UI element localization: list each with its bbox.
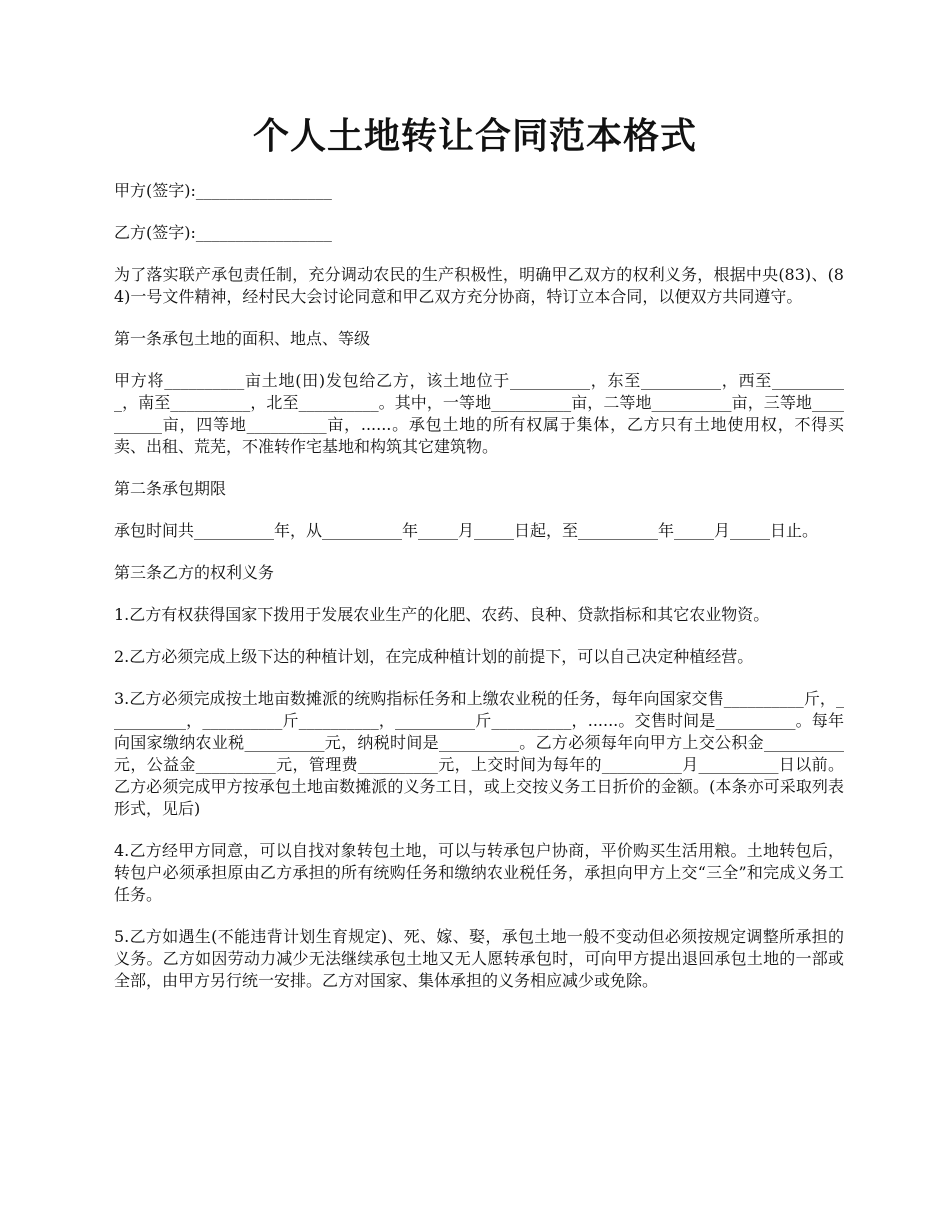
article-1-body: 甲方将__________亩土地(田)发包给乙方，该土地位于__________，东至__________，西至__________，南至__________，北至__________。其中，一等地__________亩，二等地__________亩，三等地__________亩，四等地__________亩，......。承包土地的所有权属于集体，乙方只有土地使用权，不得买卖、出租、荒芜，不准转作宅基地和构筑其它建筑物。 bbox=[114, 371, 844, 456]
article-2-body: 承包时间共__________年，从__________年_____月_____日起，至__________年_____月_____日止。 bbox=[114, 521, 819, 540]
party-b-signature-line: 乙方(签字):_________________ bbox=[114, 223, 332, 242]
clause-4: 4.乙方经甲方同意，可以自找对象转包土地，可以与转承包户协商，平价购买生活用粮。土地转包后，转包户必须承担原由乙方承担的所有统购任务和缴纳农业税任务，承担向甲方上交“三全”和完成义务工任务。 bbox=[114, 841, 844, 904]
clause-3: 3.乙方必须完成按土地亩数摊派的统购指标任务和上缴农业税的任务，每年向国家交售__________斤，__________，__________斤__________，__________斤__________，......。交售时间是__________。每年向国家缴纳农业税__________元，纳税时间是__________。乙方必须每年向甲方上交公积金__________元，公益金__________元，管理费__________元，上交时间为每年的__________月__________日以前。乙方必须完成甲方按承包土地亩数摊派的义务工日，或上交按义务工日折价的金额。(本条亦可采取列表形式，见后) bbox=[114, 689, 844, 818]
document-body bbox=[114, 180, 844, 1012]
preamble-paragraph: 为了落实联产承包责任制，充分调动农民的生产积极性，明确甲乙双方的权利义务，根据中央(83)、(84)一号文件精神，经村民大会讨论同意和甲乙双方充分协商，特订立本合同，以便双方共同遵守。 bbox=[114, 265, 844, 306]
article-3-heading: 第三条乙方的权利义务 bbox=[114, 563, 275, 582]
document-title: 个人土地转让合同范本格式 bbox=[252, 115, 697, 157]
article-2-heading: 第二条承包期限 bbox=[114, 479, 227, 498]
clause-1: 1.乙方有权获得国家下拨用于发展农业生产的化肥、农药、良种、贷款指标和其它农业物资。 bbox=[114, 605, 770, 624]
clause-5: 5.乙方如遇生(不能违背计划生育规定)、死、嫁、娶，承包土地一般不变动但必须按规定调整所承担的义务。乙方如因劳动力减少无法继续承包土地又无人愿转承包时，可向甲方提出退回承包土地的一部或全部，由甲方另行统一安排。乙方对国家、集体承担的义务相应减少或免除。 bbox=[114, 927, 844, 990]
article-1-heading: 第一条承包土地的面积、地点、等级 bbox=[114, 329, 371, 348]
clause-2: 2.乙方必须完成上级下达的种植计划，在完成种植计划的前提下，可以自己决定种植经营。 bbox=[114, 647, 754, 666]
party-a-signature-line: 甲方(签字):_________________ bbox=[114, 181, 332, 200]
